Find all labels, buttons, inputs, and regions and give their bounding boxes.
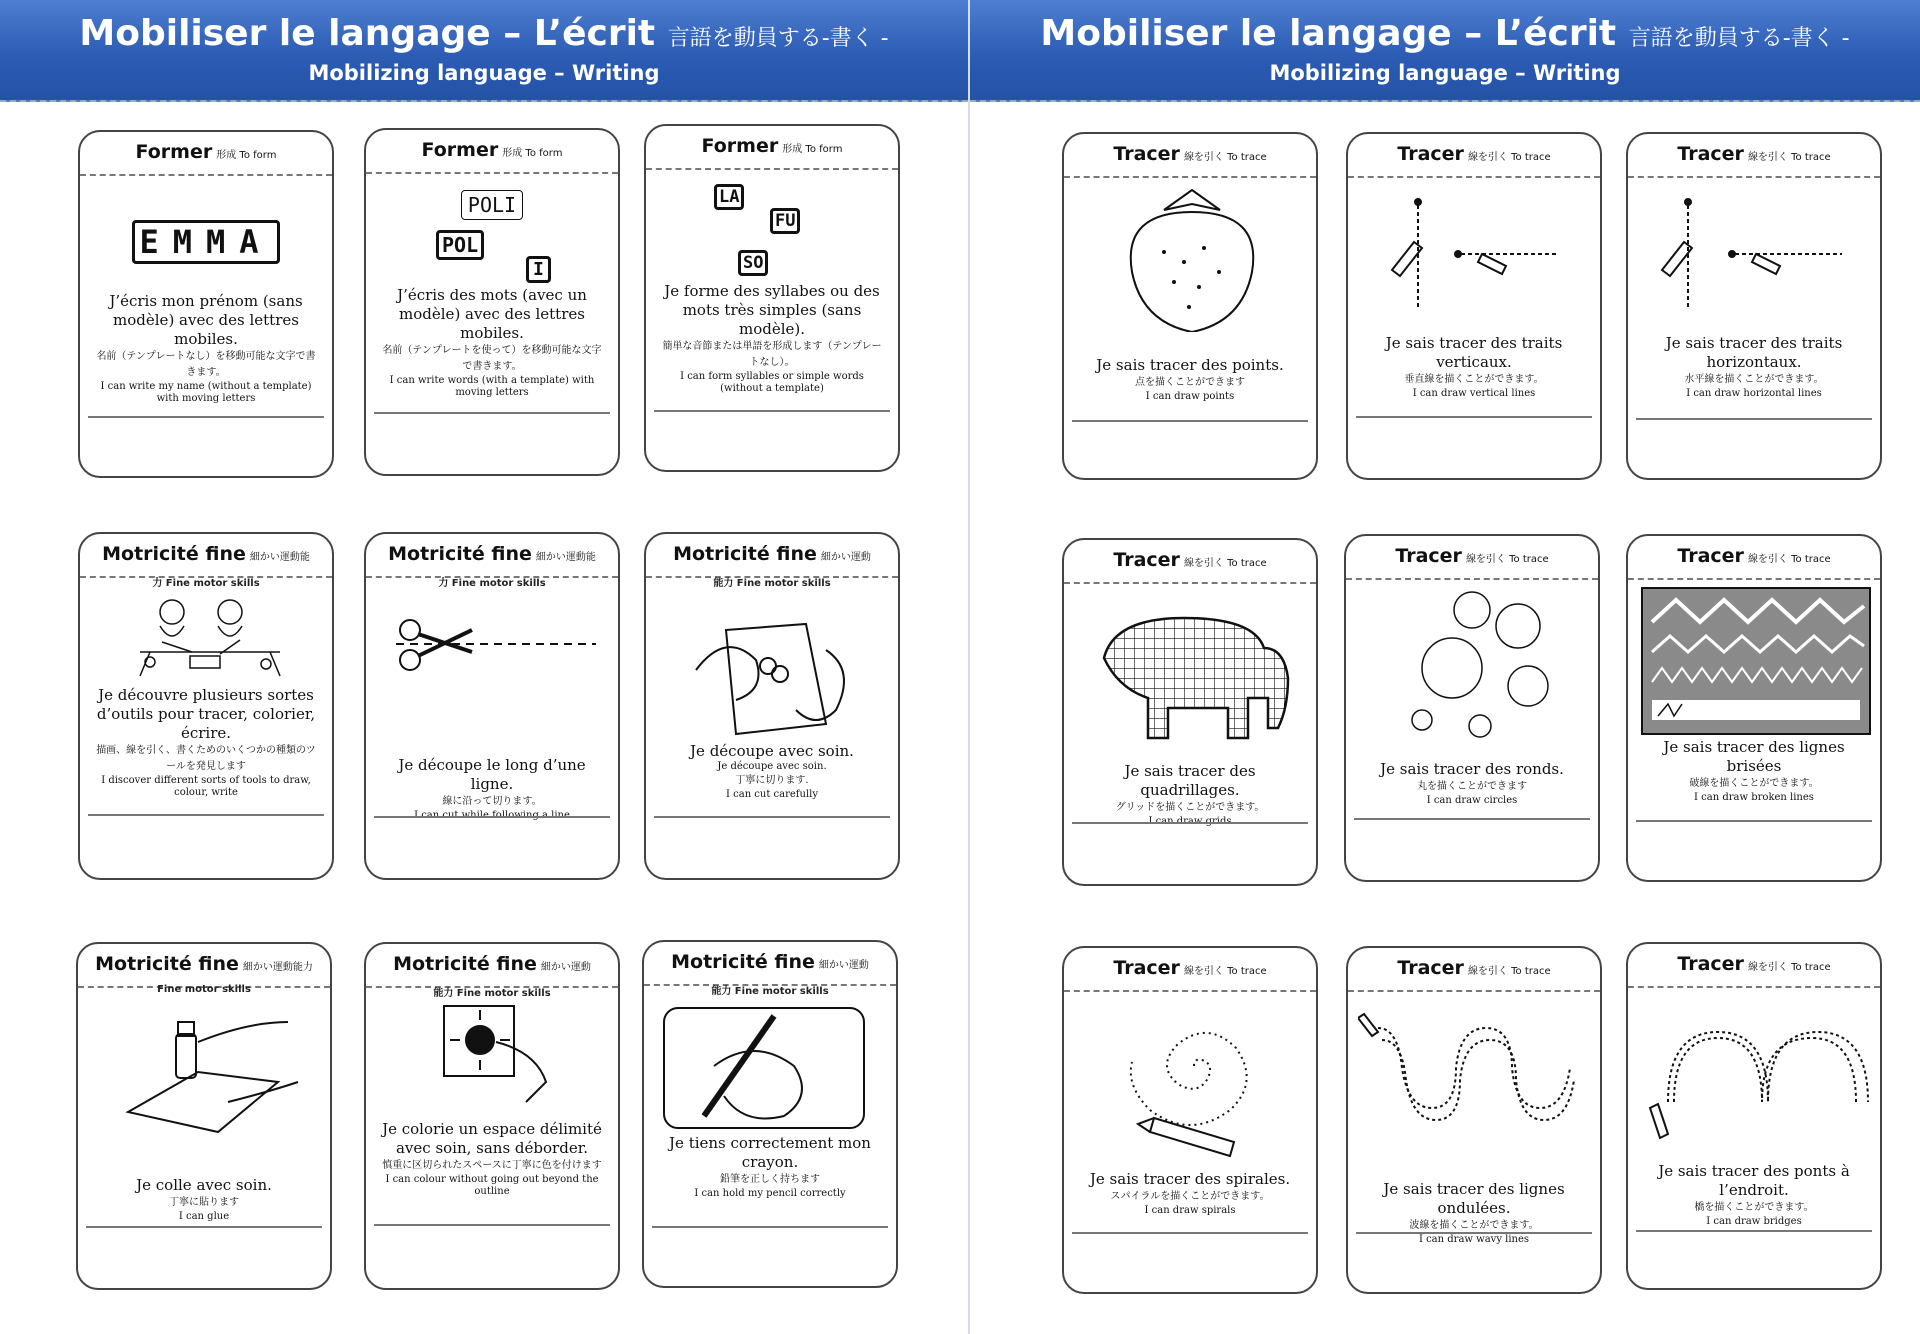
- card-former-words: Former 形成 To form POLI POL I J’écris des mots (avec un modèle) avec des lettres mobiles. 名前（テンプレートを使って）を移動可能な文字で書きます。 I can write words (with a template) with moving letters: [364, 128, 620, 476]
- card-motricite-cut-line: Motricité fine 細かい運動能 力 Fine motor skills Je découpe le long d’une ligne. 線に沿って切ります。: [364, 532, 620, 880]
- card-tracer-spirals: Tracer 線を引く To trace Je sais tracer des spirales. スパイラルを描くことができます。 I can draw spirals: [1062, 946, 1318, 1294]
- card-text-jp: 点を描くことができます: [1135, 377, 1245, 388]
- card-text-fr: Je sais tracer des traits verticaux.: [1385, 334, 1563, 371]
- card-text-en: I can hold my pencil correctly: [694, 1188, 846, 1199]
- strawberry-icon: [1074, 182, 1306, 332]
- card-tracer-bridges: Tracer 線を引く To trace Je sais tracer des ponts à l’endroit. 橋を描くことができます。 I can draw bridges: [1626, 942, 1882, 1290]
- card-text-jp: 橋を描くことができます。: [1694, 1202, 1814, 1213]
- card-text-fr: Je sais tracer des lignes brisées: [1663, 738, 1845, 775]
- card-tracer-points: Tracer 線を引く To trace Je sais tracer des points. 点を描くことができます I can draw points: [1062, 132, 1318, 480]
- pencil-grip-illustration: [654, 1006, 886, 1130]
- card-text-fr: Je sais tracer des lignes ondulées.: [1383, 1180, 1565, 1217]
- card-rule: [1356, 1232, 1592, 1234]
- card-text-en: I can draw bridges: [1706, 1216, 1802, 1227]
- zigzag-worksheet-icon: [1638, 586, 1870, 736]
- card-text-jp: 波線を描くことができます。: [1409, 1220, 1539, 1231]
- left-banner: [0, 0, 968, 102]
- card-text-jp: 鉛筆を正しく持ちます: [720, 1174, 820, 1185]
- card-text-en: I can cut carefully: [726, 789, 818, 800]
- left-banner-title: Mobiliser le langage – L’écrit 言語を動員する-書く -: [79, 13, 889, 54]
- card-text-en: I can draw wavy lines: [1418, 1234, 1530, 1245]
- scissors-icon: [376, 604, 608, 684]
- card-text-fr: Je sais tracer des ponts à l’endroit.: [1658, 1162, 1850, 1199]
- letter-tile: EMMA: [132, 220, 279, 264]
- card-text-jp: 水平線を描くことができます。: [1684, 374, 1824, 385]
- card-text-jp: スパイラルを描くことができます。: [1110, 1191, 1270, 1202]
- card-text-fr: Je sais tracer des quadrillages.: [1124, 762, 1256, 799]
- card-text-jp: 慎重に区切られたスペースに丁寧に色を付けます: [382, 1160, 602, 1171]
- card-former-syllables: Former 形成 To form LA FU SO Je forme des syllabes ou des mots très simples (sans modèle). 簡単な音節または単語を形成します（テンプレートなし）。 I can form syllables or simple words (without a template): [644, 124, 900, 472]
- card-text-fr: Je forme des syllabes ou des mots très simples (sans modèle).: [664, 282, 880, 338]
- card-text-fr-small: Je découpe avec soin.: [717, 761, 827, 772]
- card-rule: [1636, 418, 1872, 420]
- right-page: [970, 0, 1920, 1334]
- card-rule: [1354, 818, 1590, 820]
- card-tracer-horizontal: Tracer 線を引く To trace Je sais tracer des traits horizontaux. 水平線を描くことができます。 I can draw horizontal lines: [1626, 132, 1882, 480]
- card-text-fr: Je découpe le long d’une ligne.: [398, 756, 586, 793]
- card-rule: [654, 410, 890, 412]
- card-text-en: I can glue: [178, 1211, 230, 1222]
- children-drawing-illustration: [90, 592, 322, 684]
- card-text-jp: グリッドを描くことができます。: [1115, 802, 1265, 813]
- wavy-line-icon: [1358, 1004, 1590, 1144]
- card-rule: [1072, 822, 1308, 824]
- letter-tile: I: [526, 256, 551, 283]
- card-text-jp: 線に沿って切ります。: [442, 796, 542, 807]
- card-text-en: I can colour without going out beyond the outline: [385, 1174, 599, 1197]
- card-text-en: I can draw spirals: [1144, 1205, 1236, 1216]
- card-tracer-circles: Tracer 線を引く To trace Je sais tracer des ronds. 丸を描くことができます I can draw circles: [1344, 534, 1600, 882]
- card-text-jp: 丁寧に切ります.: [735, 775, 809, 786]
- card-text-fr: Je colle avec soin.: [136, 1176, 272, 1194]
- letter-tile: FU: [770, 208, 800, 234]
- card-text-en: I discover different sorts of tools to draw, colour, write: [101, 775, 311, 798]
- card-motricite-pencil-grip: Motricité fine 細かい運動 能力 Fine motor skills Je tiens correctement mon crayon. 鉛筆を正しく持ちます I can hold my pencil correctly: [642, 940, 898, 1288]
- right-banner: [970, 0, 1920, 102]
- card-text-fr: Je sais tracer des spirales.: [1089, 1170, 1291, 1188]
- card-motricite-cut-care: Motricité fine 細かい運動 能力 Fine motor skills Je découpe avec soin. Je découpe avec soin. 丁寧に切ります. I can cut carefully: [644, 532, 900, 880]
- card-tracer-broken-lines: Tracer 線を引く To trace Je sais tracer des lignes brisées 破線を描くことができます。 I can draw broken lines: [1626, 534, 1882, 882]
- card-text-jp: 破線を描くことができます。: [1689, 778, 1819, 789]
- card-text-en: I can write my name (without a template) with moving letters: [100, 381, 312, 404]
- letter-tile: SO: [738, 250, 768, 276]
- model-word-tile: POLI: [461, 190, 523, 220]
- right-banner-subtitle: Mobilizing language – Writing: [1269, 61, 1621, 85]
- card-text-fr: J’écris des mots (avec un modèle) avec des lettres mobiles.: [397, 286, 587, 342]
- card-text-en: I can draw horizontal lines: [1686, 388, 1822, 399]
- card-text-jp: 名前（テンプレートなし）を移動可能な文字で書きます。: [96, 351, 316, 378]
- card-rule: [1072, 1232, 1308, 1234]
- pencil-lines-icon: [1638, 190, 1870, 330]
- letter-tiles-emma: [80, 220, 332, 264]
- card-rule: [374, 816, 610, 818]
- elephant-grid-icon: [1074, 598, 1306, 746]
- card-rule: [88, 416, 324, 418]
- glue-stick-illustration: [88, 1012, 320, 1152]
- card-text-en: I can write words (with a template) with moving letters: [389, 375, 595, 398]
- card-rule: [374, 1224, 610, 1226]
- card-text-fr: Je sais tracer des points.: [1096, 356, 1284, 374]
- card-former-name: Former 形成 To form EMMA J’écris mon prénom (sans modèle) avec des lettres mobiles. 名前（テンプレートなし）を移動可能な文字で書きます。 I can write my name (without a template) with moving letters: [78, 130, 334, 478]
- card-text-fr: J’écris mon prénom (sans modèle) avec des lettres mobiles.: [109, 292, 303, 348]
- card-rule: [652, 1226, 888, 1228]
- card-rule: [374, 412, 610, 414]
- card-rule: [1072, 420, 1308, 422]
- hands-cutting-illustration: [656, 610, 888, 740]
- spiral-pencil-icon: [1074, 1002, 1306, 1162]
- card-text-fr: Je tiens correctement mon crayon.: [669, 1134, 871, 1171]
- card-text-fr: Je découpe avec soin.: [690, 742, 854, 760]
- card-text-jp: 垂直線を描くことができます。: [1404, 374, 1544, 385]
- card-rule: [654, 816, 890, 818]
- card-rule: [1636, 820, 1872, 822]
- card-rule: [1636, 1230, 1872, 1232]
- card-text-jp: 丁寧に貼ります: [169, 1197, 239, 1208]
- pencil-lines-icon: [1358, 190, 1590, 330]
- card-text-jp: 簡単な音節または単語を形成します（テンプレートなし）。: [662, 341, 882, 368]
- card-text-jp: 丸を描くことができます: [1417, 781, 1527, 792]
- left-banner-subtitle: Mobilizing language – Writing: [308, 61, 660, 85]
- card-motricite-tools: Motricité fine 細かい運動能 力 Fine motor skills Je découvre plusieurs sortes d’outils pour tracer, colorier, écrire. 描画、線を引く、書くためのいくつかの種類のツールを発見します I discover different sorts of tools to draw, colour, write: [78, 532, 334, 880]
- card-tracer-wavy: Tracer 線を引く To trace Je sais tracer des lignes ondulées. 波線を描くことができます。 I can draw wavy lines: [1346, 946, 1602, 1294]
- card-text-fr: Je sais tracer des ronds.: [1380, 760, 1564, 778]
- right-banner-title: Mobiliser le langage – L’écrit 言語を動員する-書く -: [1040, 13, 1850, 54]
- card-rule: [86, 1226, 322, 1228]
- colouring-hand-illustration: [376, 1002, 608, 1118]
- card-text-fr: Je sais tracer des traits horizontaux.: [1665, 334, 1843, 371]
- card-text-jp: 描画、線を引く、書くためのいくつかの種類のツールを発見します: [96, 745, 316, 772]
- circles-icon: [1356, 588, 1588, 738]
- letter-tile: POL: [436, 230, 484, 260]
- card-rule: [1356, 416, 1592, 418]
- card-text-fr: Je découvre plusieurs sortes d’outils pour tracer, colorier, écrire.: [96, 686, 316, 742]
- card-text-jp: 名前（テンプレートを使って）を移動可能な文字で書きます。: [382, 345, 602, 372]
- card-motricite-colour: Motricité fine 細かい運動 能力 Fine motor skills Je colorie un espace délimité avec soin, sans déborder. 慎重に区切られたスペースに丁寧に色を付けます I can colour without going out beyond the outline: [364, 942, 620, 1290]
- bridges-pencil-icon: [1638, 1002, 1870, 1152]
- card-text-en: I can draw circles: [1426, 795, 1518, 806]
- card-text-fr: Je colorie un espace délimité avec soin, sans déborder.: [382, 1120, 602, 1157]
- card-motricite-glue: Motricité fine 細かい運動能力 Fine motor skills Je colle avec soin. 丁寧に貼ります I can glue: [76, 942, 332, 1290]
- card-text-en: I can draw points: [1145, 391, 1235, 402]
- card-text-en: I can draw broken lines: [1694, 792, 1814, 803]
- card-tracer-vertical: Tracer 線を引く To trace Je sais tracer des traits verticaux. 垂直線を描くことができます。 I can draw vertical lines: [1346, 132, 1602, 480]
- card-rule: [88, 814, 324, 816]
- card-text-en: I can draw vertical lines: [1412, 388, 1536, 399]
- letter-tile: LA: [714, 184, 744, 210]
- card-tracer-grids: Tracer 線を引く To trace Je sais tracer des quadrillages. グリッドを描くことができます。: [1062, 538, 1318, 886]
- card-text-en: I can form syllables or simple words (without a template): [680, 371, 864, 394]
